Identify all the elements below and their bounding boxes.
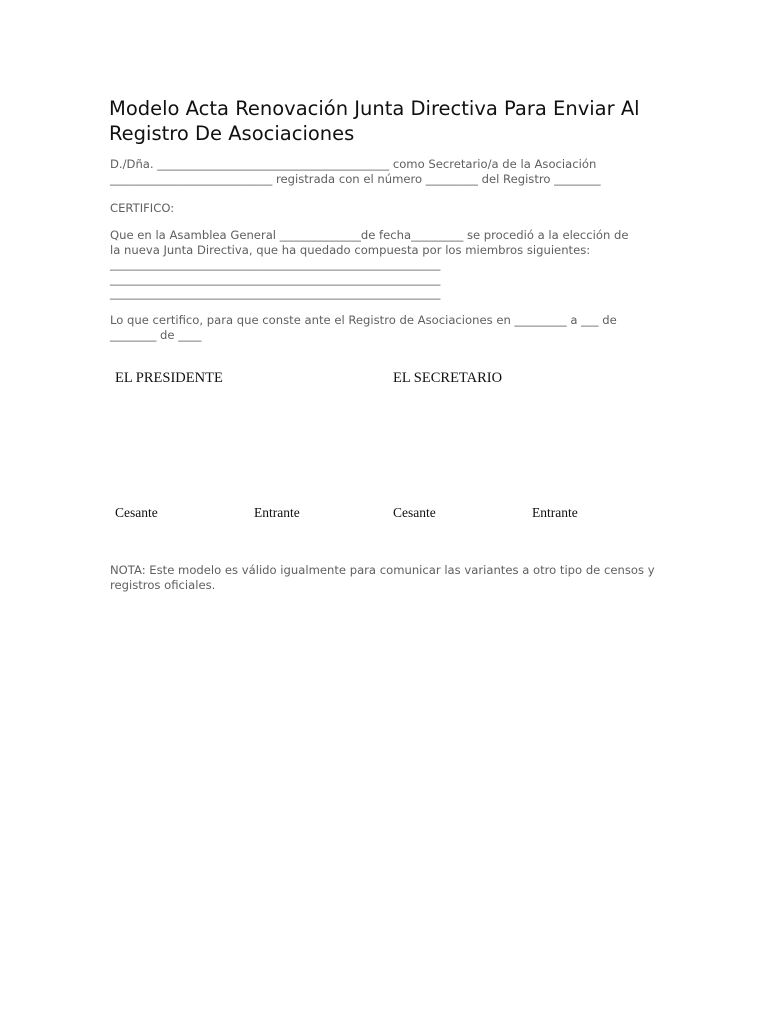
note-line-2: registros oficiales. bbox=[110, 577, 216, 592]
member-blank-line-3: _________________________________________________________ bbox=[110, 286, 441, 300]
signature-secretario-label: EL SECRETARIO bbox=[393, 370, 503, 386]
presidente-cesante-label: Cesante bbox=[115, 505, 158, 520]
presidente-entrante-label: Entrante bbox=[254, 505, 300, 520]
certifico-heading: CERTIFICO: bbox=[110, 201, 175, 215]
title-line-1: Modelo Acta Renovación Junta Directiva Para Enviar Al bbox=[109, 97, 640, 120]
note-line-1: NOTA: Este modelo es válido igualmente para comunicar las variantes a otro tipo de censos y bbox=[110, 563, 655, 577]
member-blank-line-2: _________________________________________________________ bbox=[110, 271, 441, 286]
secretario-cesante-label: Cesante bbox=[393, 505, 436, 520]
declarant-line-1: D./Dña. ________________________________________ como Secretario/a de la Asociación bbox=[110, 157, 597, 171]
title-line-2: Registro De Asociaciones bbox=[109, 122, 355, 145]
declarant-line-2: ____________________________ registrada con el número _________ del Registro ________ bbox=[110, 171, 601, 186]
assembly-line-1: Que en la Asamblea General ______________de fecha_________ se procedió a la elección de bbox=[110, 228, 629, 242]
signature-presidente-label: EL PRESIDENTE bbox=[115, 370, 223, 386]
closing-line-2: ________ de ____ bbox=[110, 327, 202, 342]
closing-line-1: Lo que certifico, para que conste ante el Registro de Asociaciones en _________ a ___ de bbox=[110, 313, 617, 327]
assembly-paragraph bbox=[110, 228, 629, 301]
document-title bbox=[109, 96, 669, 146]
secretario-entrante-label: Entrante bbox=[532, 505, 578, 520]
note-paragraph bbox=[110, 563, 655, 592]
member-blank-line-1: _________________________________________________________ bbox=[110, 257, 441, 271]
assembly-line-2: la nueva Junta Directiva, que ha quedado compuesta por los miembros siguientes: bbox=[110, 242, 591, 257]
declarant-paragraph bbox=[110, 157, 601, 186]
closing-paragraph bbox=[110, 313, 617, 342]
